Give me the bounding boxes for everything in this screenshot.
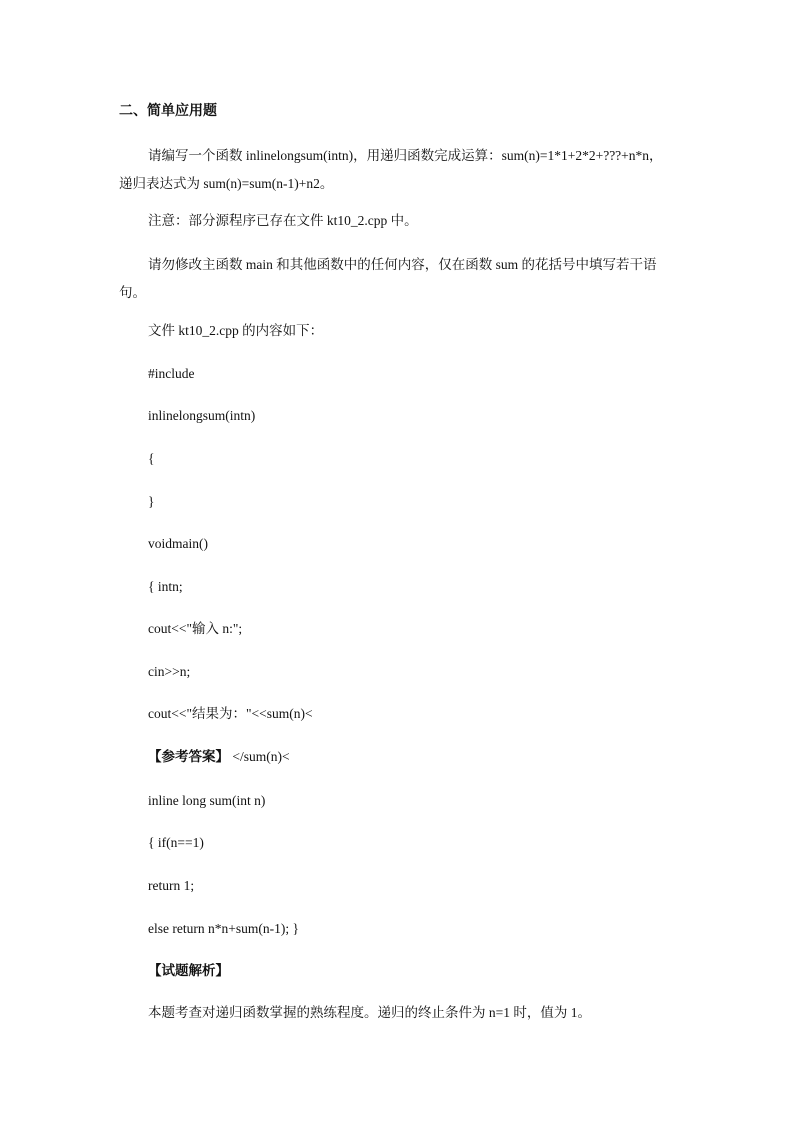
answer-line: { if(n==1) (148, 835, 204, 850)
section-title: 二、简单应用题 (119, 104, 217, 119)
code-line: { (148, 451, 155, 466)
instruction-paragraph: 请勿修改主函数 main 和其他函数中的任何内容，仅在函数 sum 的花括号中填写若干语句。 (119, 257, 657, 300)
code-line: inlinelongsum(intn) (148, 408, 256, 423)
code-line: { intn; (148, 579, 183, 594)
answer-row (148, 746, 290, 768)
code-line: cout<<"输入 n:"; (148, 621, 243, 636)
answer-line: else return n*n+sum(n-1); } (148, 921, 299, 936)
analysis-label: 【试题解析】 (148, 963, 229, 978)
code-line: cout<<"结果为："<<sum(n)< (148, 706, 313, 721)
note-text: 注意：部分源程序已存在文件 kt10_2.cpp 中。 (148, 213, 418, 228)
answer-line: return 1; (148, 878, 195, 893)
answer-inline: </sum(n)< (229, 749, 290, 764)
code-line: voidmain() (148, 536, 208, 551)
file-intro: 文件 kt10_2.cpp 的内容如下： (148, 323, 324, 338)
code-line: } (148, 494, 155, 509)
code-line: cin>>n; (148, 664, 191, 679)
question-paragraph: 请编写一个函数 inlinelongsum(intn)，用递归函数完成运算：sum(n)=1*1+2*2+???+n*n，递归表达式为 sum(n)=sum(n-1)+n2。 (119, 148, 663, 191)
answer-label: 【参考答案】 (148, 749, 229, 764)
analysis-text: 本题考查对递归函数掌握的熟练程度。递归的终止条件为 n=1 时，值为 1。 (148, 1005, 591, 1020)
code-line: #include (148, 366, 195, 381)
answer-line: inline long sum(int n) (148, 793, 266, 808)
